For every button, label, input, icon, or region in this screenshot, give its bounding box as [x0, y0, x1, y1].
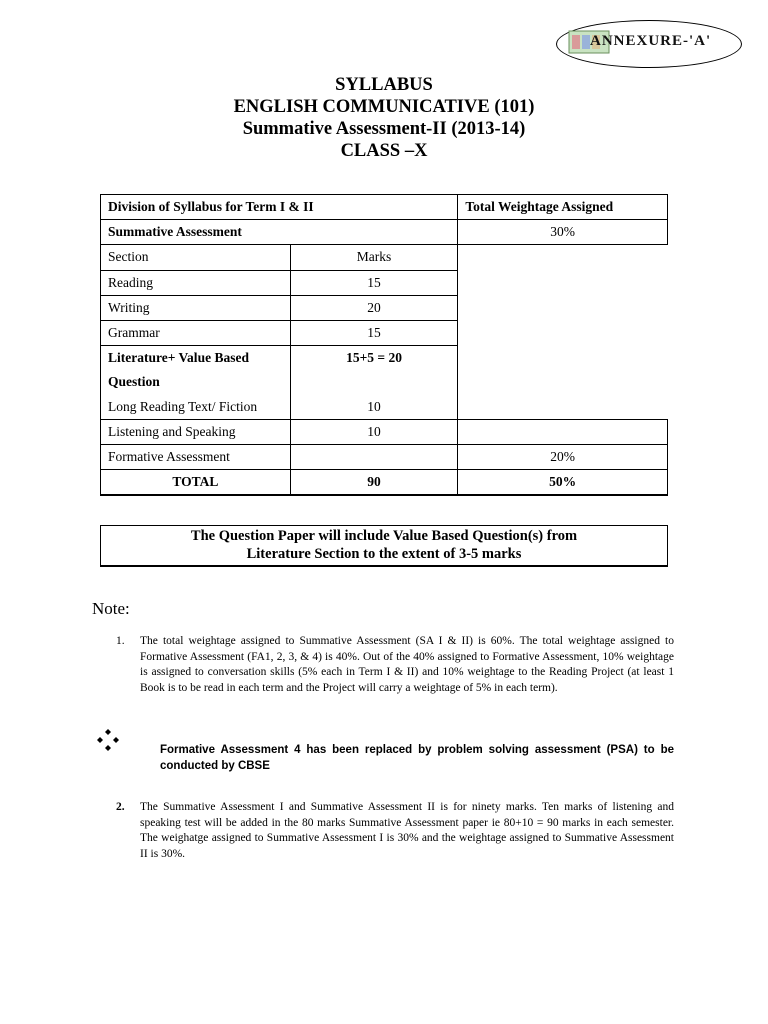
table-cell: Summative Assessment — [101, 220, 458, 245]
notice-line-2: Literature Section to the extent of 3-5 marks — [246, 546, 522, 562]
title-subject: ENGLISH COMMUNICATIVE (101) — [233, 97, 535, 117]
note-number: 2. — [116, 801, 125, 813]
value-based-notice — [100, 525, 668, 567]
table-cell: Listening and Speaking — [101, 419, 291, 444]
table-row — [101, 220, 668, 245]
note-text: The Summative Assessment I and Summative Assessment II is for ninety marks. Ten marks of listening and speaking test will be added in the 80 marks Summative Assessment paper ie 80+10 = 90 marks in each semester. The weighatge assigned to Summative Assessment I is 30% and the weightage assigned to Summative Assessment II is 30%. — [140, 801, 674, 860]
table-cell: Grammar — [101, 320, 291, 345]
annexure-label: ANNEXURE-'A' — [590, 33, 712, 49]
table-cell: 10 — [290, 419, 458, 444]
table-cell: Reading — [101, 270, 291, 295]
table-cell: Writing — [101, 295, 291, 320]
page-title — [0, 74, 768, 162]
diamond-bullet-icon — [96, 728, 120, 752]
table-cell: Question — [101, 370, 291, 394]
table-row — [101, 419, 668, 444]
title-assessment: Summative Assessment-II (2013-14) — [242, 119, 526, 139]
table-cell-empty — [458, 245, 668, 419]
table-cell: 15 — [290, 320, 458, 345]
table-cell: Formative Assessment — [101, 444, 291, 469]
title-class: CLASS –X — [340, 141, 428, 161]
psa-note: Formative Assessment 4 has been replaced by problem solving assessment (PSA) to be conducted by CBSE — [160, 744, 674, 772]
title-syllabus: SYLLABUS — [335, 75, 433, 95]
note-heading: Note: — [92, 599, 130, 618]
table-cell: 50% — [458, 470, 668, 496]
table-row — [101, 245, 668, 270]
table-cell: Total Weightage Assigned — [458, 195, 668, 220]
table-cell: 15 — [290, 270, 458, 295]
table-cell: 10 — [290, 395, 458, 420]
syllabus-table — [100, 194, 668, 496]
note-number: 1. — [116, 635, 125, 647]
table-cell: 20% — [458, 444, 668, 469]
table-cell: Section — [101, 245, 291, 270]
table-cell: TOTAL — [101, 470, 291, 496]
table-cell: Long Reading Text/ Fiction — [101, 395, 291, 420]
note-text: The total weightage assigned to Summative Assessment (SA I & II) is 60%. The total weightage assigned to Formative Assessment (FA1, 2, 3, & 4) is 40%. Out of the 40% assigned to Formative Assessment, 10% weightage is assigned to conversation skills (5% each in Term I & II) and 10% weightage to the Reading Project (at least 1 Book is to be read in each term and the Project will carry a weightage of 5% in each term). — [140, 635, 674, 694]
table-row — [101, 444, 668, 469]
note-item-1 — [116, 634, 674, 696]
note-item-2 — [116, 800, 674, 862]
table-total-row — [101, 470, 668, 496]
notice-line-1: The Question Paper will include Value Based Question(s) from — [190, 528, 578, 544]
table-cell-empty — [458, 419, 668, 444]
table-cell: 30% — [458, 220, 668, 245]
table-cell: 15+5 = 20 — [290, 346, 458, 371]
table-cell: 20 — [290, 295, 458, 320]
table-cell: Marks — [290, 245, 458, 270]
table-cell: Literature+ Value Based — [101, 346, 291, 371]
table-header-row — [101, 195, 668, 220]
table-cell: Division of Syllabus for Term I & II — [101, 195, 458, 220]
table-cell-empty — [290, 370, 458, 394]
table-cell-empty — [290, 444, 458, 469]
table-cell: 90 — [290, 470, 458, 496]
